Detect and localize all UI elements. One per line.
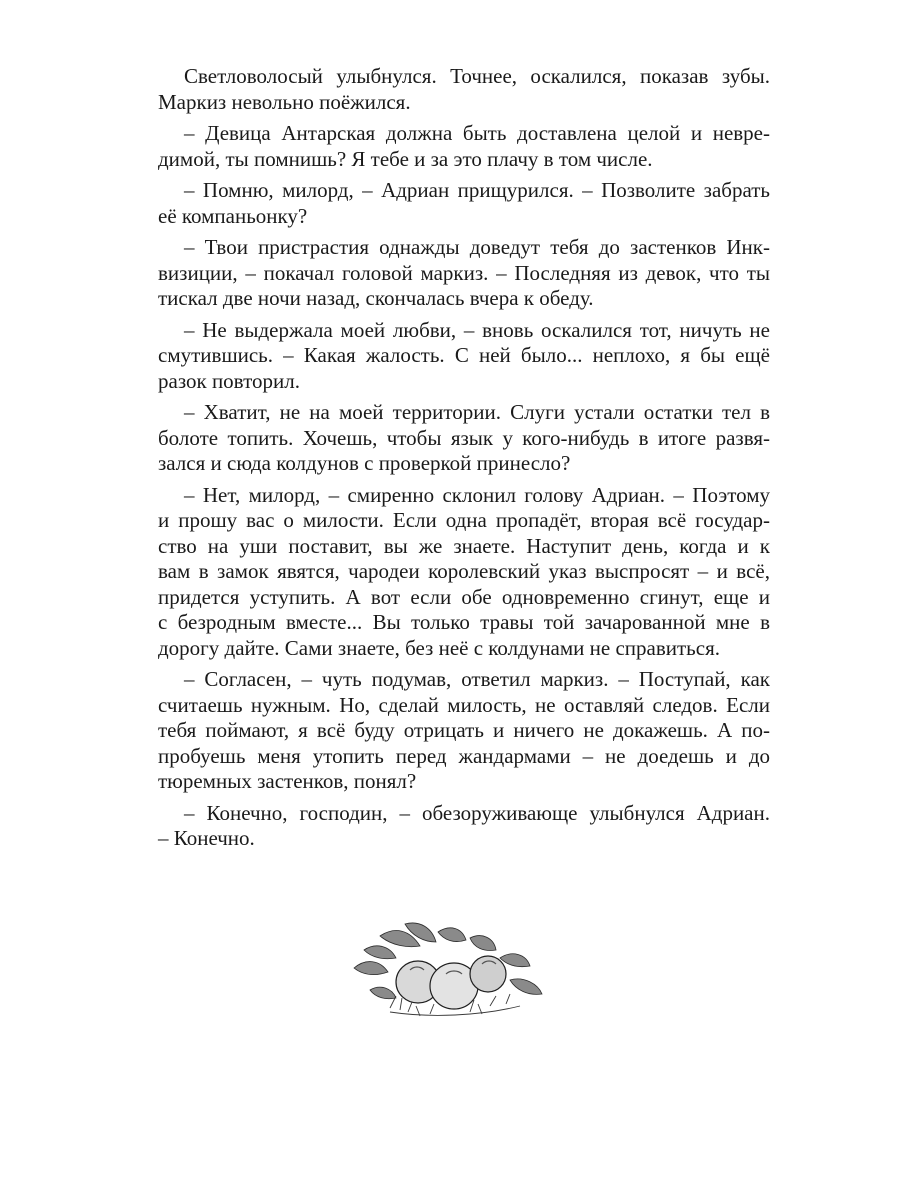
text-line: вам в замок явятся, чародеи королевский указ выспросят – и всё, bbox=[158, 559, 770, 583]
paragraph bbox=[132, 178, 770, 229]
text-line: – Не выдержала моей любви, – вновь оскалился тот, ничуть не bbox=[184, 317, 770, 342]
leaf bbox=[364, 946, 396, 959]
text-line: димой, ты помнишь? Я тебе и за это плачу в том числе. bbox=[158, 146, 653, 171]
leaf bbox=[370, 987, 396, 999]
book-page-text bbox=[132, 64, 770, 858]
text-line: – Согласен, – чуть подумав, ответил маркиз. – Поступай, как bbox=[184, 667, 770, 691]
text-line: смутившись. – Какая жалость. С ней было... неплохо, я бы ещё bbox=[158, 343, 770, 367]
apple-branch-vignette bbox=[350, 918, 546, 1026]
apples-group bbox=[396, 956, 506, 1009]
paragraph bbox=[132, 667, 770, 795]
leaf bbox=[470, 936, 496, 951]
text-line: считаешь нужным. Но, сделай милость, не оставляй следов. Если bbox=[158, 692, 770, 717]
leaf bbox=[510, 979, 542, 994]
text-line: тебя поймают, я всё буду отрицать и ничего не докажешь. А по- bbox=[158, 718, 770, 742]
leaf bbox=[438, 928, 466, 942]
text-line: – Хватит, не на моей территории. Слуги устали остатки тел в bbox=[184, 400, 770, 424]
paragraph bbox=[132, 400, 770, 477]
text-line: – Конечно, господин, – обезоруживающе улыбнулся Адриан. bbox=[184, 800, 770, 825]
paragraph bbox=[132, 235, 770, 312]
leaf bbox=[500, 954, 530, 967]
text-line: придется уступить. А вот если обе одновременно сгинут, еще и bbox=[158, 584, 770, 609]
text-line: пробуешь меня утопить перед жандармами – не доедешь и до bbox=[158, 743, 770, 768]
text-line: тюремных застенков, понял? bbox=[158, 769, 417, 793]
text-line: визиции, – покачал головой маркиз. – Последняя из девок, что ты bbox=[158, 260, 770, 285]
text-line: Светловолосый улыбнулся. Точнее, оскалился, показав зубы. bbox=[184, 64, 770, 88]
text-line: её компаньонку? bbox=[158, 203, 308, 228]
text-line: – Твои пристрастия однажды доведут тебя до застенков Инк- bbox=[184, 235, 770, 259]
paragraph bbox=[132, 483, 770, 662]
paragraph bbox=[132, 121, 770, 172]
text-line: ство на уши поставит, вы же знаете. Наступит день, когда и к bbox=[158, 533, 770, 558]
paragraph bbox=[132, 318, 770, 395]
text-line: разок повторил. bbox=[158, 368, 300, 393]
text-line: зался и сюда колдунов с проверкой принесло? bbox=[158, 451, 571, 475]
text-line: дорогу дайте. Сами знаете, без неё с колдунами не справиться. bbox=[158, 635, 720, 660]
paragraph bbox=[132, 64, 770, 115]
text-line: с безродным вместе... Вы только травы той зачарованной мне в bbox=[158, 610, 770, 634]
text-line: – Конечно. bbox=[158, 826, 255, 850]
text-line: Маркиз невольно поёжился. bbox=[158, 89, 411, 114]
text-line: – Помню, милорд, – Адриан прищурился. – Позволите забрать bbox=[184, 178, 770, 202]
text-line: болоте топить. Хочешь, чтобы язык у кого-нибудь в итоге развя- bbox=[158, 425, 770, 450]
leaf bbox=[354, 962, 388, 975]
text-line: тискал две ночи назад, скончалась вчера к обеду. bbox=[158, 286, 594, 310]
text-line: – Девица Антарская должна быть доставлена целой и невре- bbox=[184, 121, 770, 145]
text-line: и прошу вас о милости. Если одна пропадёт, вторая всё государ- bbox=[158, 508, 770, 532]
text-line: – Нет, милорд, – смиренно склонил голову Адриан. – Поэтому bbox=[184, 482, 770, 507]
paragraph bbox=[132, 801, 770, 852]
